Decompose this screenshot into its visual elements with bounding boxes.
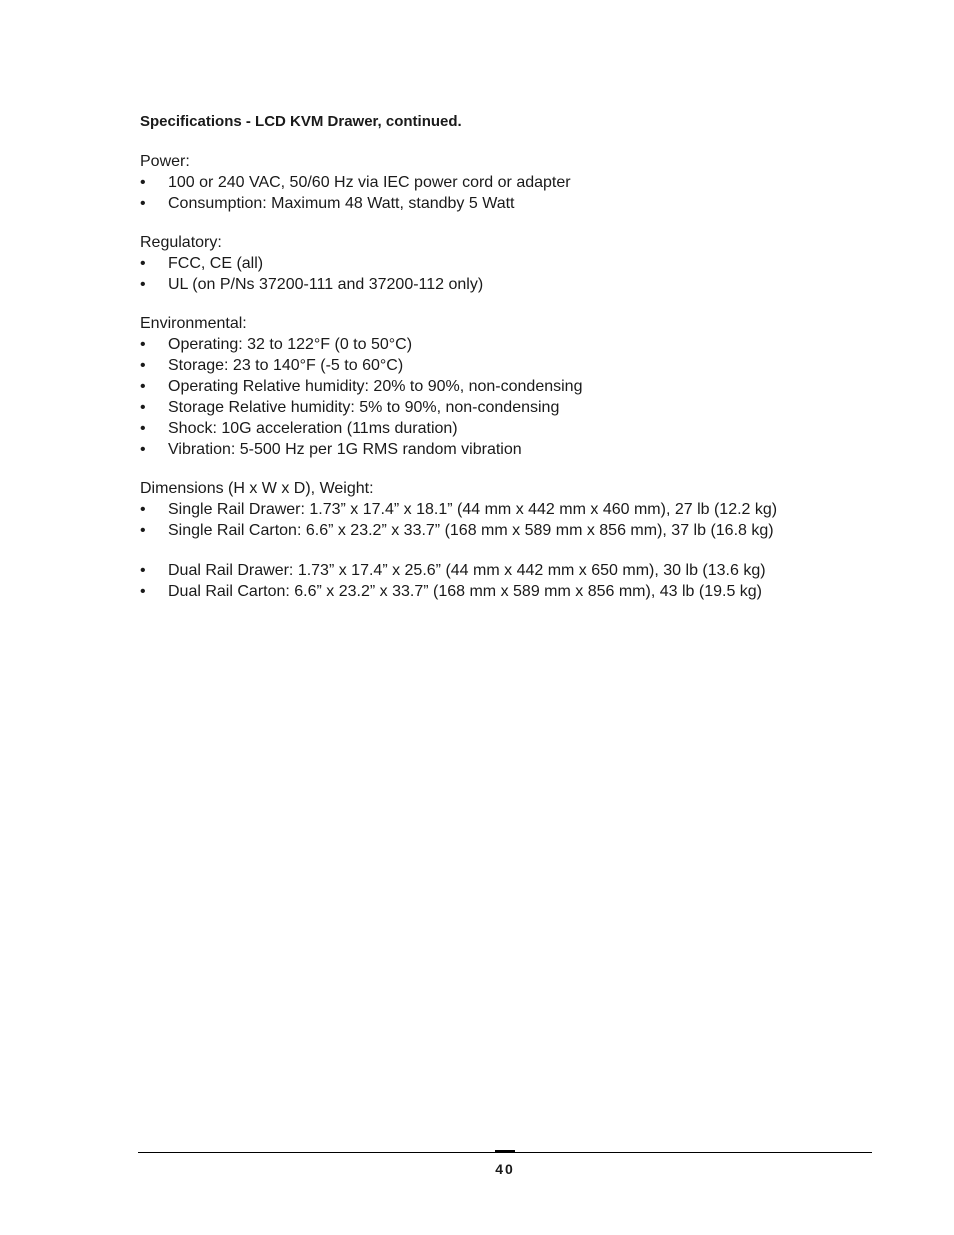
section-heading: Specifications - LCD KVM Drawer, continued. xyxy=(140,113,462,130)
list-item: • Storage Relative humidity: 5% to 90%, non-condensing xyxy=(140,399,560,416)
list-item: • Dual Rail Carton: 6.6” x 23.2” x 33.7” (168 mm x 589 mm x 856 mm), 43 lb (19.5 kg) xyxy=(140,583,763,600)
page-number: 40 xyxy=(495,1161,515,1177)
list-item: • Storage: 23 to 140°F (-5 to 60°C) xyxy=(140,357,404,374)
bullet-glyph: • xyxy=(140,255,146,272)
list-item: • UL (on P/Ns 37200-111 and 37200-112 only) xyxy=(140,276,484,293)
list-item: • Operating: 32 to 122°F (0 to 50°C) xyxy=(140,336,413,353)
regulatory-label: Regulatory: xyxy=(140,234,222,251)
list-item: • Vibration: 5-500 Hz per 1G RMS random vibration xyxy=(140,441,522,458)
list-item: • Single Rail Carton: 6.6” x 23.2” x 33.7” (168 mm x 589 mm x 856 mm), 37 lb (16.8 kg) xyxy=(140,522,774,539)
footer-tab-mark xyxy=(495,1150,515,1152)
list-item: • Single Rail Drawer: 1.73” x 17.4” x 18.1” (44 mm x 442 mm x 460 mm), 27 lb (12.2 kg) xyxy=(140,501,778,518)
bullet-glyph: • xyxy=(140,522,146,539)
regulatory-list xyxy=(140,253,483,295)
bullet-glyph: • xyxy=(140,195,146,212)
list-item: • Dual Rail Drawer: 1.73” x 17.4” x 25.6” (44 mm x 442 mm x 650 mm), 30 lb (13.6 kg) xyxy=(140,562,766,579)
bullet-glyph: • xyxy=(140,276,146,293)
bullet-glyph: • xyxy=(140,399,146,416)
footer-rule xyxy=(138,1152,872,1153)
bullet-glyph: • xyxy=(140,562,146,579)
power-list xyxy=(140,172,571,214)
dimensions-label: Dimensions (H x W x D), Weight: xyxy=(140,480,374,497)
list-item: • Operating Relative humidity: 20% to 90%, non-condensing xyxy=(140,378,583,395)
dimensions-single-list xyxy=(140,499,777,541)
bullet-glyph: • xyxy=(140,583,146,600)
bullet-glyph: • xyxy=(140,441,146,458)
environmental-label: Environmental: xyxy=(140,315,247,332)
bullet-glyph: • xyxy=(140,336,146,353)
dimensions-dual-list xyxy=(140,560,766,602)
power-label: Power: xyxy=(140,153,190,170)
list-item: • Consumption: Maximum 48 Watt, standby 5 Watt xyxy=(140,195,515,212)
bullet-glyph: • xyxy=(140,174,146,191)
list-item: • FCC, CE (all) xyxy=(140,255,264,272)
bullet-glyph: • xyxy=(140,357,146,374)
environmental-list xyxy=(140,334,582,460)
bullet-glyph: • xyxy=(140,378,146,395)
list-item: • 100 or 240 VAC, 50/60 Hz via IEC power cord or adapter xyxy=(140,174,571,191)
bullet-glyph: • xyxy=(140,420,146,437)
bullet-glyph: • xyxy=(140,501,146,518)
list-item: • Shock: 10G acceleration (11ms duration) xyxy=(140,420,458,437)
